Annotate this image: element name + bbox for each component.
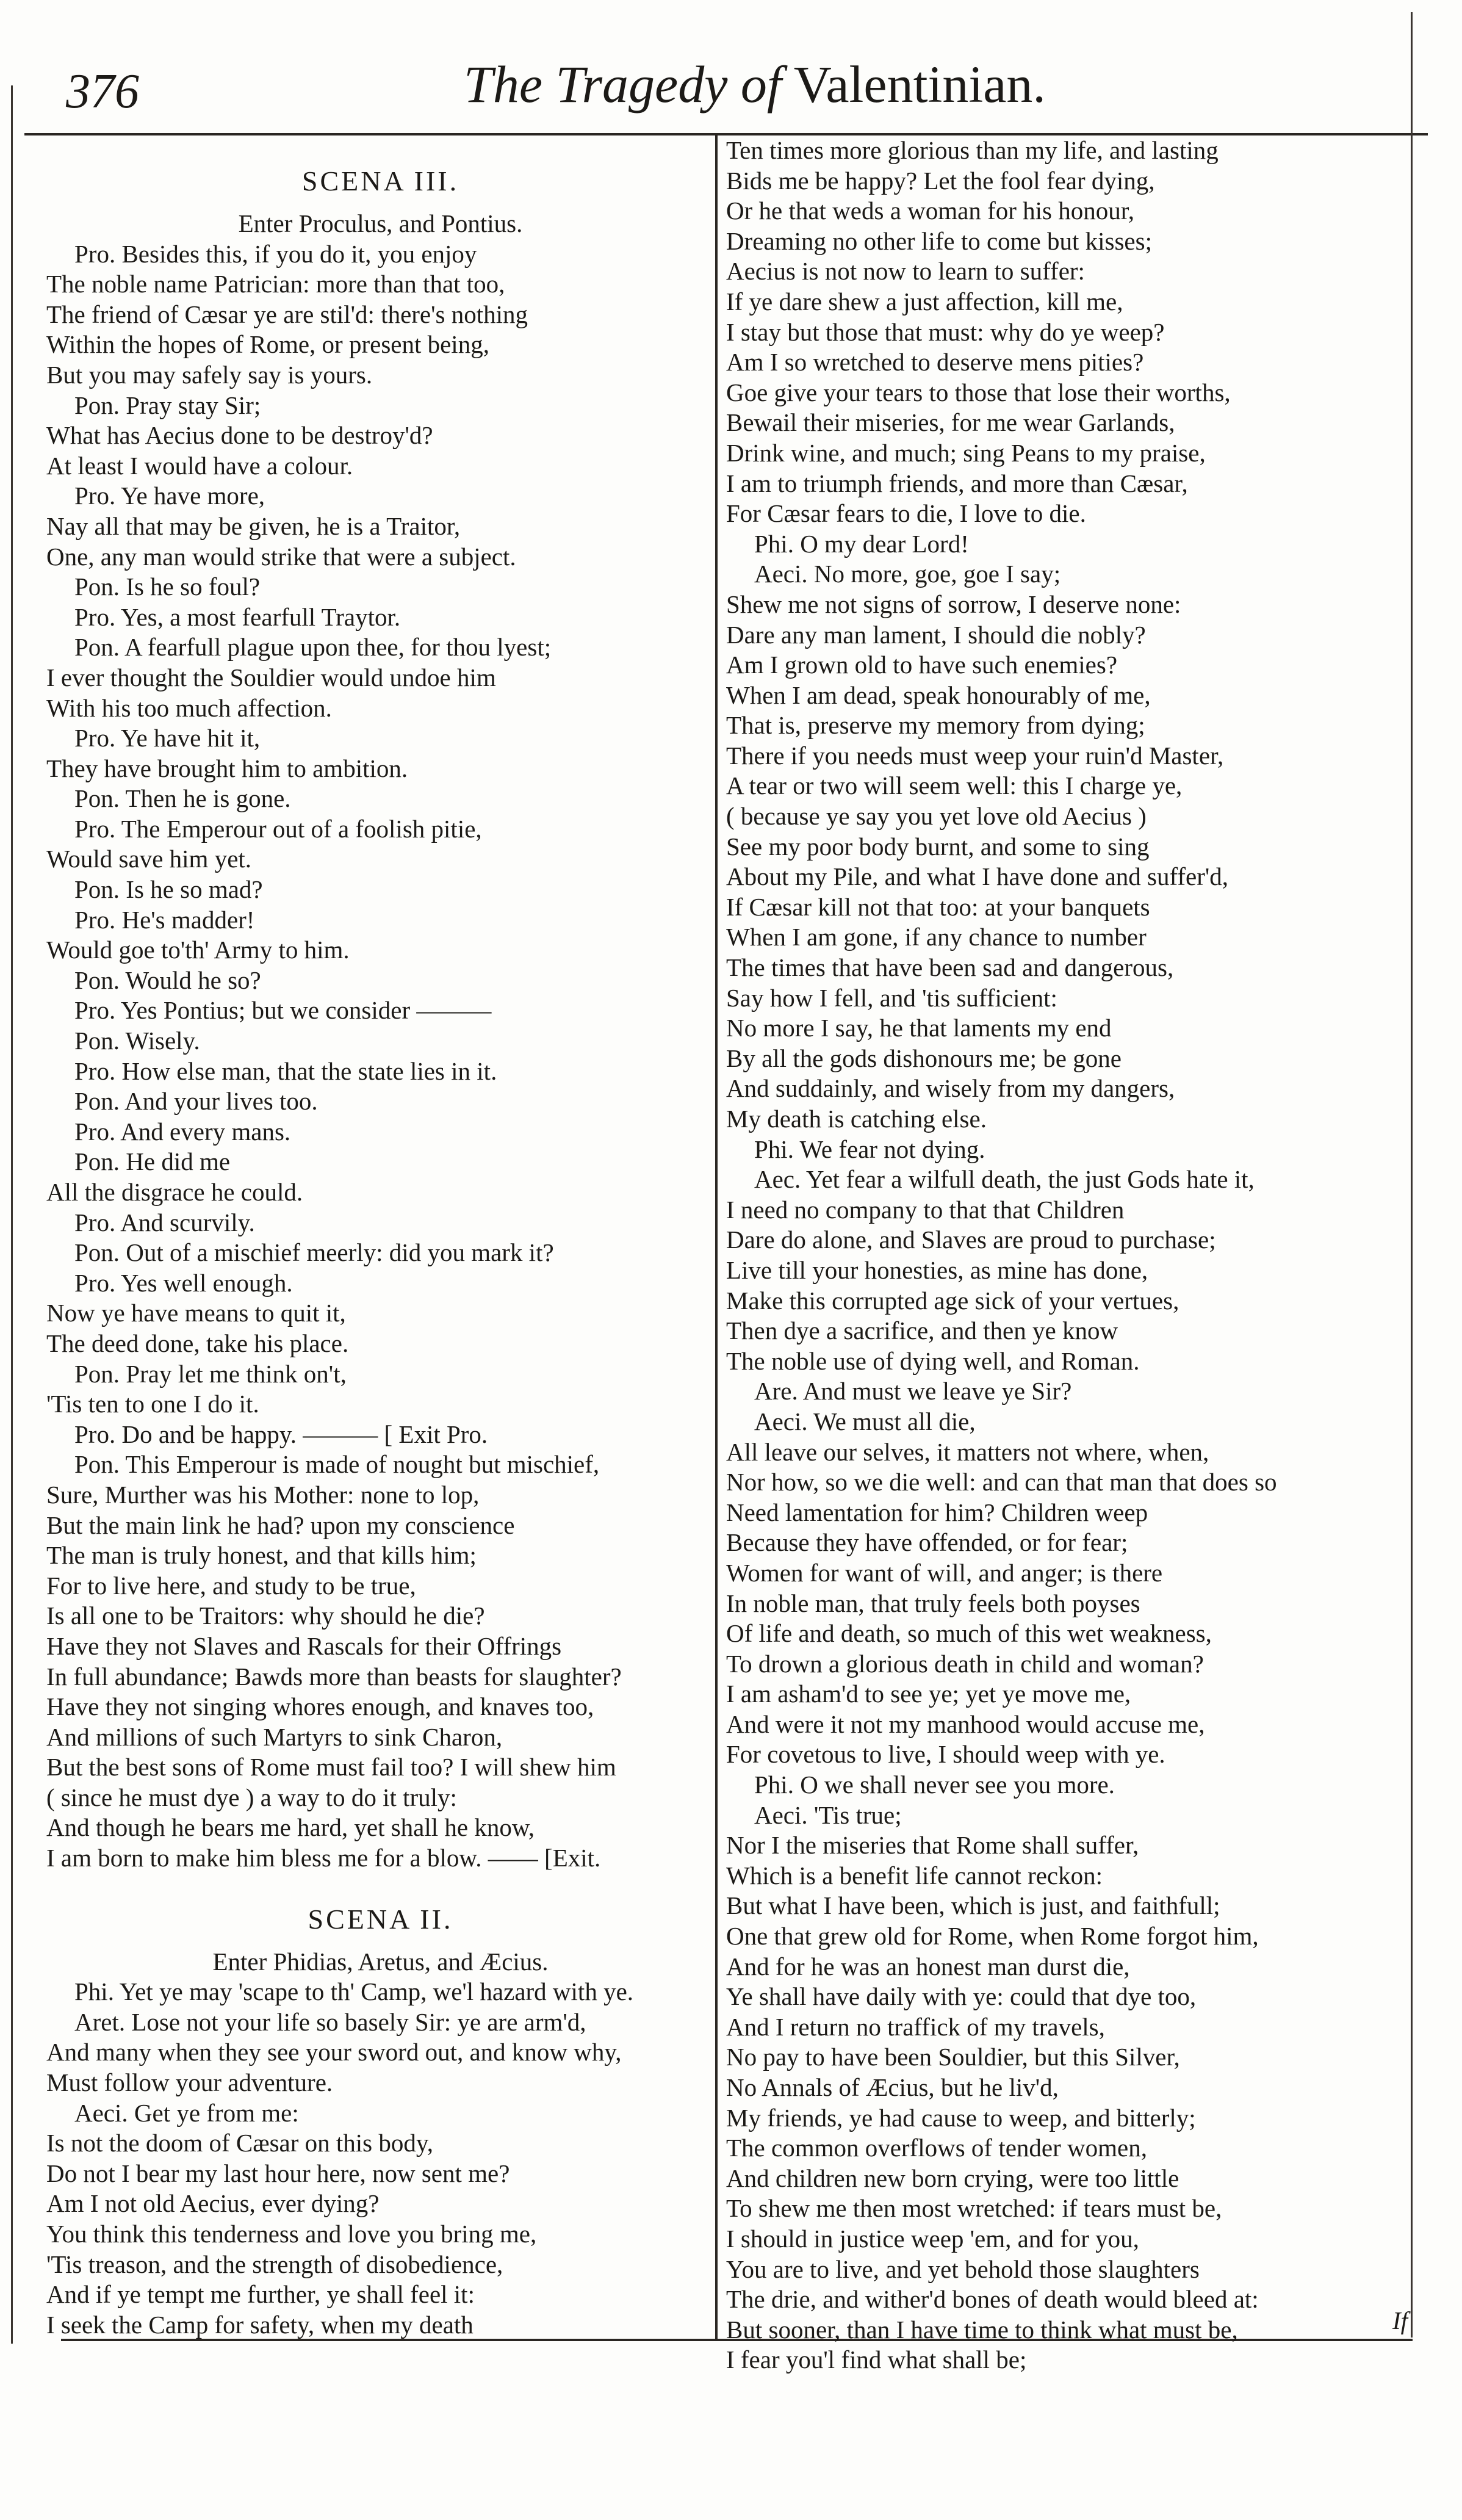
verse-line: The noble use of dying well, and Roman. xyxy=(726,1346,1140,1375)
verse-line: Aec. Yet fear a wilfull death, the just Gods hate it, xyxy=(754,1165,1255,1194)
verse-line: Dreaming no other life to come but kisses; xyxy=(726,226,1152,255)
verse-line: What has Aecius done to be destroy'd? xyxy=(46,421,433,450)
verse-line: No Annals of Æcius, but he liv'd, xyxy=(726,2073,1059,2101)
verse-line: And suddainly, and wisely from my dangers, xyxy=(726,1074,1175,1103)
verse-line: One, any man would strike that were a subject. xyxy=(46,542,516,571)
verse-line: My death is catching else. xyxy=(726,1105,987,1133)
verse-line: Within the hopes of Rome, or present being, xyxy=(46,330,489,359)
verse-line: If Cæsar kill not that too: at your banquets xyxy=(726,892,1150,921)
verse-line: Phi. O we shall never see you more. xyxy=(754,1771,1115,1799)
verse-line: Pon. Is he so mad? xyxy=(74,875,263,904)
verse-line: Or he that weds a woman for his honour, xyxy=(726,197,1135,225)
verse-line: The common overflows of tender women, xyxy=(726,2134,1147,2162)
verse-line: For covetous to live, I should weep with ye. xyxy=(726,1740,1165,1769)
title-the: The xyxy=(464,55,542,114)
verse-line: Drink wine, and much; sing Peans to my praise, xyxy=(726,438,1206,467)
verse-line: In noble man, that truly feels both poyses xyxy=(726,1589,1140,1617)
verse-line: And I return no traffick of my travels, xyxy=(726,2012,1105,2041)
verse-line: When I am dead, speak honourably of me, xyxy=(726,681,1151,709)
verse-line: Pro. He's madder! xyxy=(74,905,255,934)
verse-line: Pon. Wisely. xyxy=(74,1027,200,1055)
verse-line: Dare do alone, and Slaves are proud to purchase; xyxy=(726,1226,1216,1254)
verse-line: Of life and death, so much of this wet weakness, xyxy=(726,1619,1212,1648)
spacer xyxy=(46,135,715,154)
verse-line: Would goe to'th' Army to him. xyxy=(46,936,350,964)
verse-line: But sooner, than I have time to think what must be, xyxy=(726,2315,1238,2344)
verse-line: Goe give your tears to those that lose their worths, xyxy=(726,378,1231,406)
verse-line: And many when they see your sword out, and know why, xyxy=(46,2038,622,2067)
spacer xyxy=(46,1874,715,1892)
verse-line: Aeci. No more, goe, goe I say; xyxy=(754,560,1061,588)
verse-line: Live till your honesties, as mine has done, xyxy=(726,1255,1148,1284)
verse-line: My friends, ye had cause to weep, and bitterly; xyxy=(726,2103,1196,2132)
verse-line: And for he was an honest man durst die, xyxy=(726,1952,1130,1980)
verse-line: Aeci. 'Tis true; xyxy=(754,1800,902,1829)
right-border xyxy=(1411,12,1413,2338)
scene-heading: SCENA II. xyxy=(308,1903,453,1935)
scene-text xyxy=(726,135,1403,2375)
verse-line: Pro. Do and be happy. ——— [ Exit Pro. xyxy=(74,1420,488,1448)
verse-line: Pro. And scurvily. xyxy=(74,1208,255,1237)
verse-line: ( since he must dye ) a way to do it truly: xyxy=(46,1783,457,1811)
verse-line: Aret. Lose not your life so basely Sir: ye are arm'd, xyxy=(74,2007,586,2036)
verse-line: Women for want of will, and anger; is there xyxy=(726,1558,1163,1587)
verse-line: Must follow your adventure. xyxy=(46,2068,333,2097)
scene-text xyxy=(46,239,715,1874)
verse-line: For Cæsar fears to die, I love to die. xyxy=(726,499,1086,528)
verse-line: Pon. Pray stay Sir; xyxy=(74,391,261,419)
verse-line: And were it not my manhood would accuse me, xyxy=(726,1709,1205,1738)
verse-line: Bewail their miseries, for me wear Garlands, xyxy=(726,408,1175,437)
verse-line: The noble name Patrician: more than that too, xyxy=(46,270,505,298)
verse-line: Am I grown old to have such enemies? xyxy=(726,651,1118,679)
verse-line: To drown a glorious death in child and woman? xyxy=(726,1649,1204,1678)
verse-line: You think this tenderness and love you bring me, xyxy=(46,2220,537,2248)
running-title xyxy=(464,55,1046,114)
verse-line: Nor how, so we die well: and can that man that does so xyxy=(726,1468,1277,1496)
verse-line: I stay but those that must: why do ye weep? xyxy=(726,317,1165,346)
catchword: If xyxy=(1392,2306,1408,2334)
verse-line: Pro. And every mans. xyxy=(74,1117,291,1146)
verse-line: Pro. Ye have hit it, xyxy=(74,724,261,753)
verse-line: When I am gone, if any chance to number xyxy=(726,923,1147,951)
verse-line: Aecius is not now to learn to suffer: xyxy=(726,257,1085,286)
scene-text xyxy=(46,1977,715,2340)
verse-line: Pon. Out of a mischief meerly: did you mark it? xyxy=(74,1238,554,1267)
verse-line: Phi. We fear not dying. xyxy=(754,1135,985,1163)
verse-line: Pro. How else man, that the state lies in it. xyxy=(74,1056,497,1085)
verse-line: The friend of Cæsar ye are stil'd: there's nothing xyxy=(46,300,528,328)
verse-line: But the best sons of Rome must fail too? I will shew him xyxy=(46,1753,616,1782)
verse-line: The drie, and wither'd bones of death would bleed at: xyxy=(726,2285,1259,2314)
verse-line: Say how I fell, and 'tis sufficient: xyxy=(726,983,1057,1012)
verse-line: Nay all that may be given, he is a Traitor, xyxy=(46,511,461,540)
verse-line: Dare any man lament, I should die nobly? xyxy=(726,620,1146,649)
verse-line: Is all one to be Traitors: why should he die? xyxy=(46,1601,485,1630)
verse-line: One that grew old for Rome, when Rome forgot him, xyxy=(726,1922,1259,1951)
scene-heading: SCENA III. xyxy=(301,165,459,197)
verse-line: The man is truly honest, and that kills him; xyxy=(46,1541,477,1570)
verse-line: No pay to have been Souldier, but this Silver, xyxy=(726,2043,1180,2071)
verse-line: I should in justice weep 'em, and for you, xyxy=(726,2224,1139,2253)
verse-line: Pon. Pray let me think on't, xyxy=(74,1359,347,1388)
verse-line: You are to live, and yet behold those slaughters xyxy=(726,2255,1200,2283)
verse-line: I seek the Camp for safety, when my death xyxy=(46,2310,474,2339)
verse-line: A tear or two will seem well: this I charge ye, xyxy=(726,771,1183,800)
left-border xyxy=(11,85,13,2344)
verse-line: Am I so wretched to deserve mens pities? xyxy=(726,348,1144,377)
verse-line: Which is a benefit life cannot reckon: xyxy=(726,1861,1103,1890)
verse-line: I am to triumph friends, and more than Cæsar, xyxy=(726,469,1188,497)
verse-line: Aeci. We must all die, xyxy=(754,1407,976,1435)
title-name: Valentinian. xyxy=(793,55,1046,114)
verse-line: Do not I bear my last hour here, now sent me? xyxy=(46,2159,510,2187)
verse-line: With his too much affection. xyxy=(46,693,332,722)
verse-line: For to live here, and study to be true, xyxy=(46,1571,416,1600)
verse-line: And children new born crying, were too little xyxy=(726,2164,1179,2192)
page-header xyxy=(0,0,1462,122)
left-column xyxy=(46,135,715,2340)
verse-line: And though he bears me hard, yet shall he know, xyxy=(46,1813,535,1842)
title-of: of xyxy=(740,55,782,114)
verse-line: Pro. The Emperour out of a foolish pitie, xyxy=(74,814,482,843)
verse-line: About my Pile, and what I have done and suffer'd, xyxy=(726,862,1229,891)
verse-line: Pro. Yes well enough. xyxy=(74,1268,293,1297)
verse-line: Ye shall have daily with ye: could that dye too, xyxy=(726,1982,1197,2011)
verse-line: All leave our selves, it matters not where, when, xyxy=(726,1437,1209,1466)
verse-line: I need no company to that that Children xyxy=(726,1195,1125,1224)
verse-line: Phi. O my dear Lord! xyxy=(754,529,969,558)
verse-line: Have they not singing whores enough, and knaves too, xyxy=(46,1692,594,1721)
verse-line: I ever thought the Souldier would undoe him xyxy=(46,663,496,691)
verse-line: Sure, Murther was his Mother: none to lop, xyxy=(46,1480,480,1509)
verse-line: At least I would have a colour. xyxy=(46,451,353,480)
verse-line: See my poor body burnt, and some to sing xyxy=(726,832,1150,861)
verse-line: The deed done, take his place. xyxy=(46,1329,349,1357)
verse-line: ( because ye say you yet love old Aecius ) xyxy=(726,802,1147,831)
stage-direction: Enter Proculus, and Pontius. xyxy=(238,209,523,237)
verse-line: Nor I the miseries that Rome shall suffer, xyxy=(726,1831,1139,1860)
verse-line: No more I say, he that laments my end xyxy=(726,1014,1112,1042)
verse-line: Pon. He did me xyxy=(74,1147,231,1176)
verse-line: 'Tis treason, and the strength of disobedience, xyxy=(46,2250,503,2278)
verse-line: Now ye have means to quit it, xyxy=(46,1299,346,1327)
verse-line: Pon. A fearfull plague upon thee, for thou lyest; xyxy=(74,633,552,662)
stage-direction: Enter Phidias, Aretus, and Æcius. xyxy=(212,1947,549,1976)
verse-line: Is not the doom of Cæsar on this body, xyxy=(46,2129,433,2157)
verse-line: I fear you'l find what shall be; xyxy=(726,2345,1027,2374)
verse-line: Pro. Ye have more, xyxy=(74,482,265,510)
verse-line: But you may safely say is yours. xyxy=(46,360,373,389)
verse-line: Pon. Would he so? xyxy=(74,966,261,994)
verse-line: Pon. Then he is gone. xyxy=(74,784,291,813)
verse-line: In full abundance; Bawds more than beasts for slaughter? xyxy=(46,1662,622,1691)
verse-line: Pro. Besides this, if you do it, you enjoy xyxy=(74,239,477,268)
verse-line: Bids me be happy? Let the fool fear dying, xyxy=(726,166,1155,195)
verse-line: The times that have been sad and dangerous, xyxy=(726,953,1174,982)
verse-line: Because they have offended, or for fear; xyxy=(726,1528,1128,1557)
title-tragedy: Tragedy xyxy=(555,55,728,114)
verse-line: Have they not Slaves and Rascals for their Offrings xyxy=(46,1631,562,1660)
verse-line: If ye dare shew a just affection, kill me, xyxy=(726,287,1123,316)
verse-line: Pon. And your lives too. xyxy=(74,1087,318,1116)
verse-line: Aeci. Get ye from me: xyxy=(74,2098,299,2127)
verse-line: That is, preserve my memory from dying; xyxy=(726,711,1145,740)
verse-line: Then dye a sacrifice, and then ye know xyxy=(726,1316,1118,1345)
verse-line: But what I have been, which is just, and faithfull; xyxy=(726,1891,1220,1920)
verse-line: They have brought him to ambition. xyxy=(46,754,408,782)
verse-line: Ten times more glorious than my life, and lasting xyxy=(726,136,1219,164)
column-divider xyxy=(715,135,718,2339)
verse-line: Pro. Yes Pontius; but we consider ——— xyxy=(74,996,492,1025)
verse-line: Would save him yet. xyxy=(46,845,252,873)
verse-line: By all the gods dishonours me; be gone xyxy=(726,1044,1122,1072)
verse-line: Pon. Is he so foul? xyxy=(74,572,261,601)
verse-line: I am asham'd to see ye; yet ye move me, xyxy=(726,1680,1131,1708)
verse-line: Are. And must we leave ye Sir? xyxy=(754,1377,1072,1406)
verse-line: Pro. Yes, a most fearfull Traytor. xyxy=(74,602,401,631)
page-number: 376 xyxy=(66,65,139,118)
verse-line: Phi. Yet ye may 'scape to th' Camp, we'l hazard with ye. xyxy=(74,1977,634,2006)
verse-line: There if you needs must weep your ruin'd Master, xyxy=(726,741,1224,770)
verse-line: Need lamentation for him? Children weep xyxy=(726,1498,1148,1526)
verse-line: And if ye tempt me further, ye shall feel it: xyxy=(46,2280,475,2309)
verse-line: Pon. This Emperour is made of nought but mischief, xyxy=(74,1450,600,1479)
verse-line: I am born to make him bless me for a blow. —— [Exit. xyxy=(46,1844,601,1872)
verse-line: But the main link he had? upon my conscience xyxy=(46,1511,515,1539)
verse-line: All the disgrace he could. xyxy=(46,1178,303,1206)
verse-line: Shew me not signs of sorrow, I deserve none: xyxy=(726,590,1181,618)
verse-line: And millions of such Martyrs to sink Charon, xyxy=(46,1722,503,1751)
verse-line: Am I not old Aecius, ever dying? xyxy=(46,2189,380,2218)
right-column xyxy=(726,135,1403,2375)
verse-line: Make this corrupted age sick of your vertues, xyxy=(726,1286,1179,1315)
verse-line: 'Tis ten to one I do it. xyxy=(46,1390,259,1418)
verse-line: To shew me then most wretched: if tears must be, xyxy=(726,2194,1222,2223)
